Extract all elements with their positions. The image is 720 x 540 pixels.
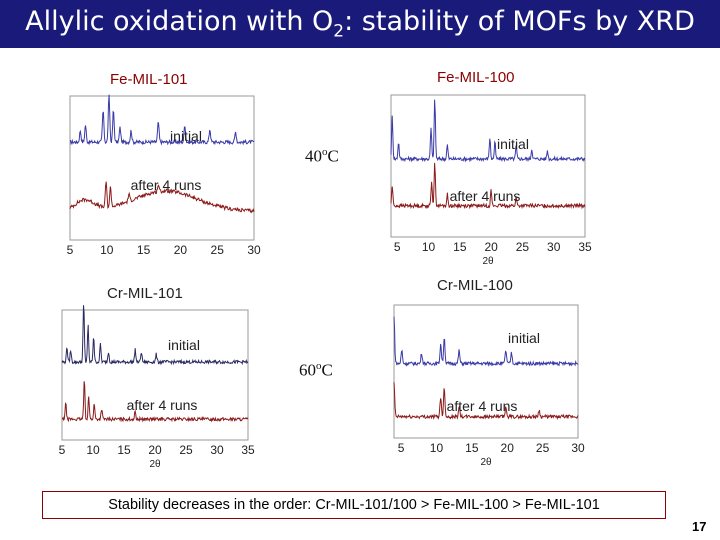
x-tick-label: 20: [484, 240, 498, 254]
xrd-plot-cr-mil-100: [388, 305, 586, 473]
panel-title-fe-mil-101: Fe-MIL-101: [110, 71, 188, 88]
x-tick-label: 25: [179, 443, 193, 457]
series-label: initial: [168, 337, 200, 353]
page-number: 17: [692, 519, 707, 534]
series-label: initial: [497, 136, 529, 152]
temperature-40c: [305, 146, 339, 167]
x-tick-label: 20: [173, 243, 188, 257]
x-tick-label: 15: [453, 240, 467, 254]
x-tick-label: 5: [393, 240, 401, 254]
temp-value: 60: [299, 360, 316, 380]
panel-title-cr-mil-101: Cr-MIL-101: [107, 285, 183, 302]
series-line: [70, 95, 254, 144]
plot-frame: [70, 96, 254, 240]
x-tick-label: 25: [515, 240, 530, 254]
x-tick-label: 5: [66, 243, 74, 257]
title-subscript: 2: [333, 21, 345, 42]
series-line: [62, 305, 248, 363]
x-axis-label: 2θ: [482, 256, 494, 267]
series-label: after 4 runs: [130, 177, 202, 193]
x-tick-label: 10: [86, 443, 100, 457]
x-tick-label: 30: [247, 243, 261, 257]
temp-unit: C: [327, 146, 339, 166]
x-tick-label: 5: [58, 443, 66, 457]
degree-sup: o: [316, 360, 322, 372]
x-tick-label: 30: [571, 441, 585, 455]
series-label: after 4 runs: [446, 398, 518, 414]
xrd-plot-fe-mil-101: [58, 96, 261, 266]
series-label: initial: [508, 330, 540, 346]
slide-title: [0, 6, 720, 41]
x-tick-label: 5: [397, 441, 405, 455]
title-rest: : stability of MOFs by XRD: [344, 6, 695, 37]
x-tick-label: 15: [465, 441, 479, 455]
x-tick-label: 15: [117, 443, 131, 457]
x-tick-label: 10: [429, 441, 444, 455]
degree-sup: o: [322, 146, 328, 158]
x-tick-label: 10: [100, 243, 114, 257]
x-tick-label: 20: [500, 441, 514, 455]
conclusion-box: [42, 491, 666, 519]
series-line: [394, 317, 578, 366]
x-tick-label: 25: [535, 441, 550, 455]
x-tick-label: 35: [578, 240, 592, 254]
temperature-60c: [299, 360, 333, 381]
panel-title-fe-mil-100: Fe-MIL-100: [437, 69, 515, 86]
series-line: [391, 100, 585, 161]
series-label: initial: [170, 128, 202, 144]
x-tick-label: 30: [210, 443, 224, 457]
title-main: Allylic oxidation with O: [25, 6, 334, 37]
series-label: after 4 runs: [449, 188, 521, 204]
x-axis-label: 2θ: [480, 457, 492, 468]
conclusion-text: Stability decreases in the order: Cr-MIL-101/100 > Fe-MIL-100 > Fe-MIL-101: [108, 497, 600, 513]
x-tick-label: 35: [241, 443, 255, 457]
x-tick-label: 10: [421, 240, 436, 254]
xrd-plot-fe-mil-100: [385, 95, 590, 270]
temp-value: 40: [305, 146, 322, 166]
temp-unit: C: [321, 360, 333, 380]
xrd-plot-cr-mil-101: [52, 310, 257, 482]
series-label: after 4 runs: [126, 397, 198, 413]
x-axis-label: 2θ: [149, 459, 161, 470]
plot-frame: [394, 305, 578, 438]
panel-title-cr-mil-100: Cr-MIL-100: [437, 277, 513, 294]
plot-frame: [391, 95, 585, 237]
x-tick-label: 20: [148, 443, 162, 457]
x-tick-label: 25: [210, 243, 224, 257]
x-tick-label: 30: [547, 240, 561, 254]
x-tick-label: 15: [136, 243, 151, 257]
